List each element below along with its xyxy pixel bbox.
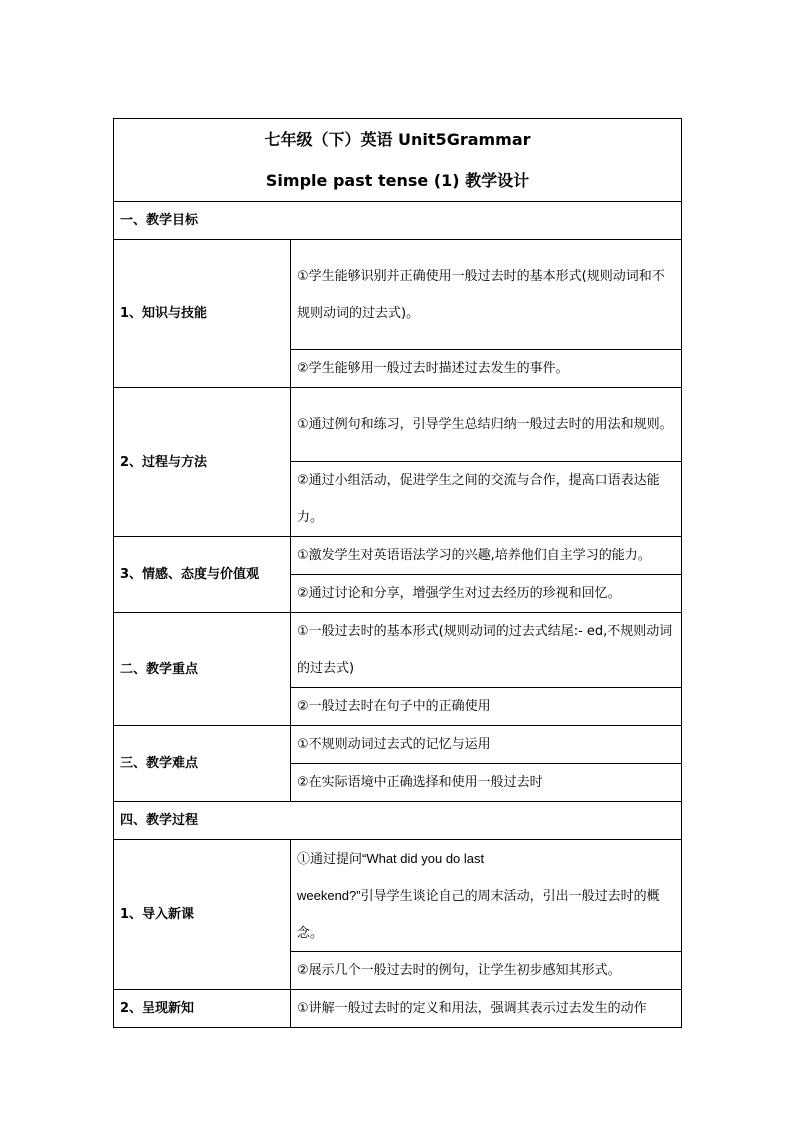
cell-difficulties-2: ②在实际语境中正确选择和使用一般过去时 xyxy=(291,764,682,802)
section-row-process xyxy=(114,802,682,840)
cell-present-1: ①讲解一般过去时的定义和用法，强调其表示过去发生的动作 xyxy=(291,990,682,1028)
cell-knowledge-2: ②学生能够用一般过去时描述过去发生的事件。 xyxy=(291,350,682,388)
title-cell xyxy=(114,119,682,202)
row-label-knowledge: 1、知识与技能 xyxy=(114,240,291,388)
cell-key-points-1: ①一般过去时的基本形式(规则动词的过去式结尾:- ed,不规则动词的过去式) xyxy=(291,613,682,688)
row-label-intro: 1、导入新课 xyxy=(114,840,291,990)
table-row xyxy=(114,990,682,1028)
section-row-objectives xyxy=(114,202,682,240)
row-label-present: 2、呈现新知 xyxy=(114,990,291,1028)
section-heading-objectives: 一、教学目标 xyxy=(114,202,682,240)
table-row xyxy=(114,840,682,952)
cell-intro-1 xyxy=(291,840,682,952)
cell-method-2: ②通过小组活动，促进学生之间的交流与合作，提高口语表达能力。 xyxy=(291,462,682,537)
row-label-method: 2、过程与方法 xyxy=(114,388,291,537)
section-heading-process: 四、教学过程 xyxy=(114,802,682,840)
cell-difficulties-1: ①不规则动词过去式的记忆与运用 xyxy=(291,726,682,764)
cell-emotion-2: ②通过讨论和分享，增强学生对过去经历的珍视和回忆。 xyxy=(291,575,682,613)
intro-line-1: ①通过提问“What did you do last xyxy=(297,851,485,866)
row-label-difficulties: 三、教学难点 xyxy=(114,726,291,802)
cell-method-1: ①通过例句和练习，引导学生总结归纳一般过去时的用法和规则。 xyxy=(291,388,682,462)
document-subtitle: Simple past tense (1) 教学设计 xyxy=(265,170,530,190)
cell-knowledge-1: ①学生能够识别并正确使用一般过去时的基本形式(规则动词和不规则动词的过去式)。 xyxy=(291,240,682,350)
row-label-key-points: 二、教学重点 xyxy=(114,613,291,726)
lesson-plan-table xyxy=(113,118,682,1028)
table-row xyxy=(114,613,682,688)
table-row xyxy=(114,537,682,575)
document-title: 七年级（下）英语 Unit5Grammar xyxy=(264,129,531,149)
cell-key-points-2: ②一般过去时在句子中的正确使用 xyxy=(291,688,682,726)
cell-intro-2: ②展示几个一般过去时的例句，让学生初步感知其形式。 xyxy=(291,952,682,990)
table-row xyxy=(114,388,682,462)
title-row xyxy=(114,119,682,202)
table-row xyxy=(114,240,682,350)
cell-emotion-1: ①激发学生对英语语法学习的兴趣,培养他们自主学习的能力。 xyxy=(291,537,682,575)
table-row xyxy=(114,726,682,764)
row-label-emotion: 3、情感、态度与价值观 xyxy=(114,537,291,613)
intro-line-2: weekend?”引导学生谈论自己的周末活动，引出一般过去时的概念。 xyxy=(297,888,660,940)
